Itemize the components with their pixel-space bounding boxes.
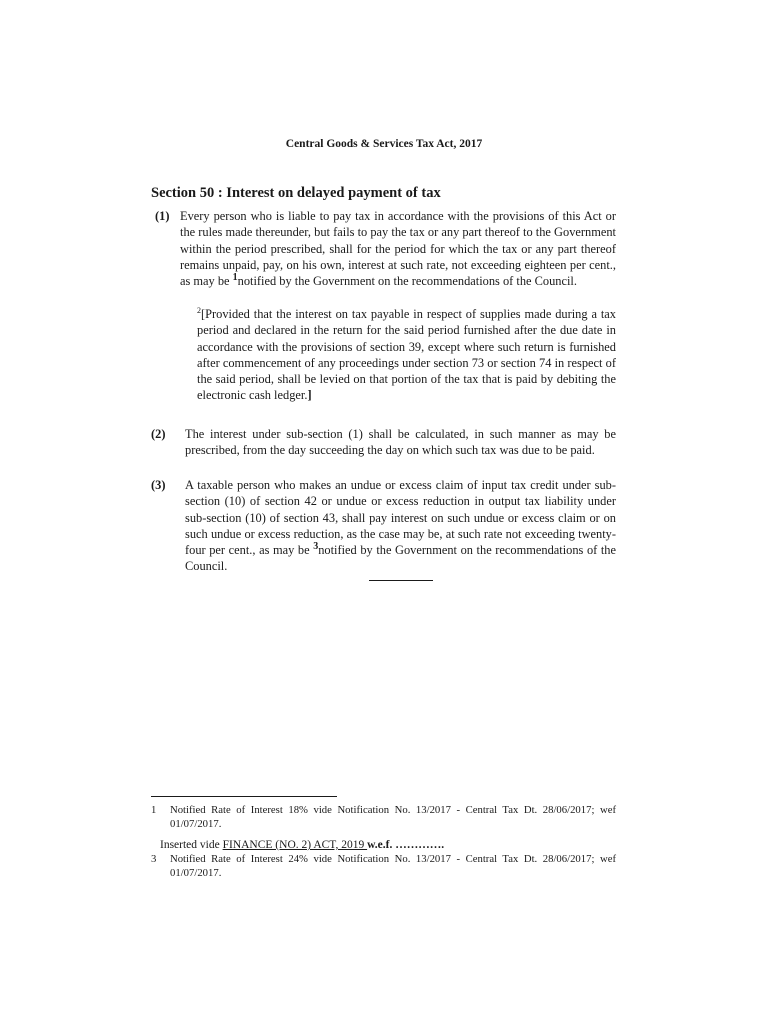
subsection-1-text [180,208,616,289]
subsection-1-number: (1) [155,209,170,223]
subsection-1-text-part-a: Every person who is liable to pay tax in accordance with the provisions of this Act or the rules made thereunder, but fails to pay the tax or any part thereof to the Government within the period prescribed, shall for the period for which the tax or any part thereof remains unpaid, pay, on his own, interest at such rate, not exceeding eighteen per cent., as may be [180,209,616,289]
finance-act-link[interactable]: FINANCE (NO. 2) ACT, 2019 [222,839,368,851]
footnote-2-text [160,838,616,852]
section-end-divider [369,580,433,581]
footnote-3-text: Notified Rate of Interest 24% vide Notification No. 13/2017 - Central Tax Dt. 28/06/2017; wef 01/07/2017. [170,853,616,879]
subsection-2-number: (2) [151,427,166,441]
footnote-divider [151,796,337,797]
footnote-1-number: 1 [151,804,157,816]
proviso-text [197,306,616,404]
footnote-2-prefix: Inserted vide [160,839,223,851]
proviso-body: [Provided that the interest on tax payable in respect of supplies made during a tax period and declared in the return for the said period furnished after the due date in accordance with the provisions of section 39, except where such return is furnished after commencement of any proceedings under section 73 or section 74 in respect of the said period, shall be levied on that portion of the tax that is paid by debiting the electronic cash ledger. [197,307,616,403]
document-title: Central Goods & Services Tax Act, 2017 [285,138,483,150]
footnote-ref-2[interactable]: 2 [197,305,201,315]
proviso-closing-bracket: ] [307,388,312,403]
footnote-1-text: Notified Rate of Interest 18% vide Notification No. 13/2017 - Central Tax Dt. 28/06/2017; wef 01/07/2017. [170,804,616,830]
footnote-3-number: 3 [151,853,157,865]
subsection-3-text-part-a: A taxable person who makes an undue or excess claim of input tax credit under sub-section (10) of section 42 or undue or excess reduction in output tax liability under sub-section (10) of section 43, shall pay interest on such undue or excess claim or on such undue or excess reduction, as the case may be, at such rate not exceeding twenty-four per cent., as may be [185,478,616,558]
footnote-2-suffix: w.e.f. …………. [367,839,445,851]
section-heading: Section 50 : Interest on delayed payment of tax [151,185,441,201]
footnote-ref-3[interactable]: 3 [313,541,319,553]
subsection-2-text: The interest under sub-section (1) shall be calculated, in such manner as may be prescribed, from the day succeeding the day on which such tax was due to be paid. [185,427,616,458]
subsection-1-text-part-b: notified by the Government on the recommendations of the Council. [237,274,577,289]
subsection-3-number: (3) [151,478,166,492]
footnote-ref-1[interactable]: 1 [232,272,238,284]
subsection-3-text [185,477,616,575]
subsection-3-text-part-b: notified by the Government on the recommendations of the Council. [185,543,617,574]
